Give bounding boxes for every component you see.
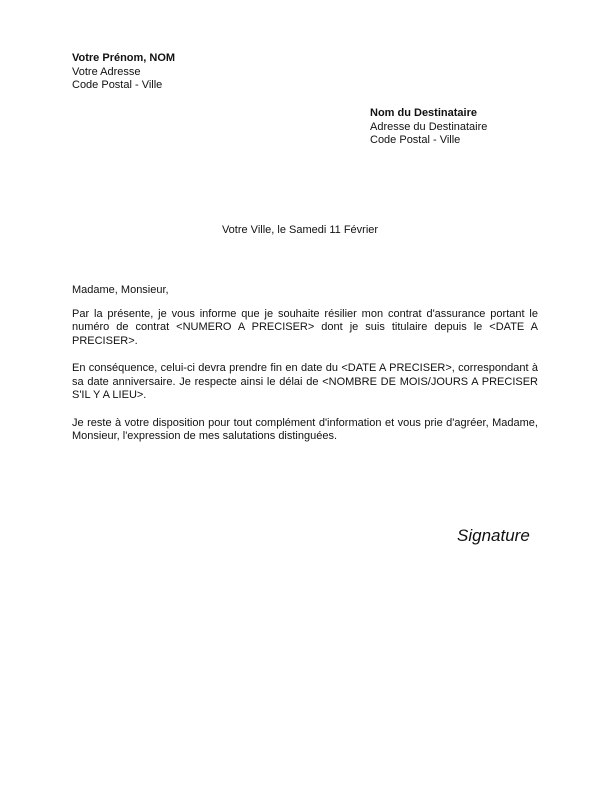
paragraph-2: En conséquence, celui-ci devra prendre fin en date du <DATE A PRECISER>, correspondant à sa date anniversaire. Je respecte ainsi le délai de <NOMBRE DE MOIS/JOURS A PRECISER S'IL Y A LIEU>. <box>72 362 538 401</box>
recipient-name: Nom du Destinataire <box>370 107 477 119</box>
paragraph-3: Je reste à votre disposition pour tout complément d'information et vous prie d'agréer, Madame, Monsieur, l'expression de mes salutations distinguées. <box>72 416 538 442</box>
salutation: Madame, Monsieur, <box>72 284 169 296</box>
signature-label: Signature <box>457 526 530 545</box>
recipient-block <box>370 107 487 148</box>
recipient-postal-city: Code Postal - Ville <box>370 134 461 146</box>
sender-postal-city: Code Postal - Ville <box>72 79 163 91</box>
sender-address: Votre Adresse <box>72 65 141 78</box>
sender-name: Votre Prénom, NOM <box>72 52 176 64</box>
sender-block <box>72 52 175 93</box>
letter-body <box>72 284 538 458</box>
recipient-address: Adresse du Destinataire <box>370 120 488 133</box>
date-line: Votre Ville, le Samedi 11 Février <box>221 224 379 236</box>
paragraph-1: Par la présente, je vous informe que je souhaite résilier mon contrat d'assurance portant le numéro de contrat <NUMERO A PRECISER> dont je suis titulaire depuis le <DATE A PRECISER>. <box>72 307 538 347</box>
